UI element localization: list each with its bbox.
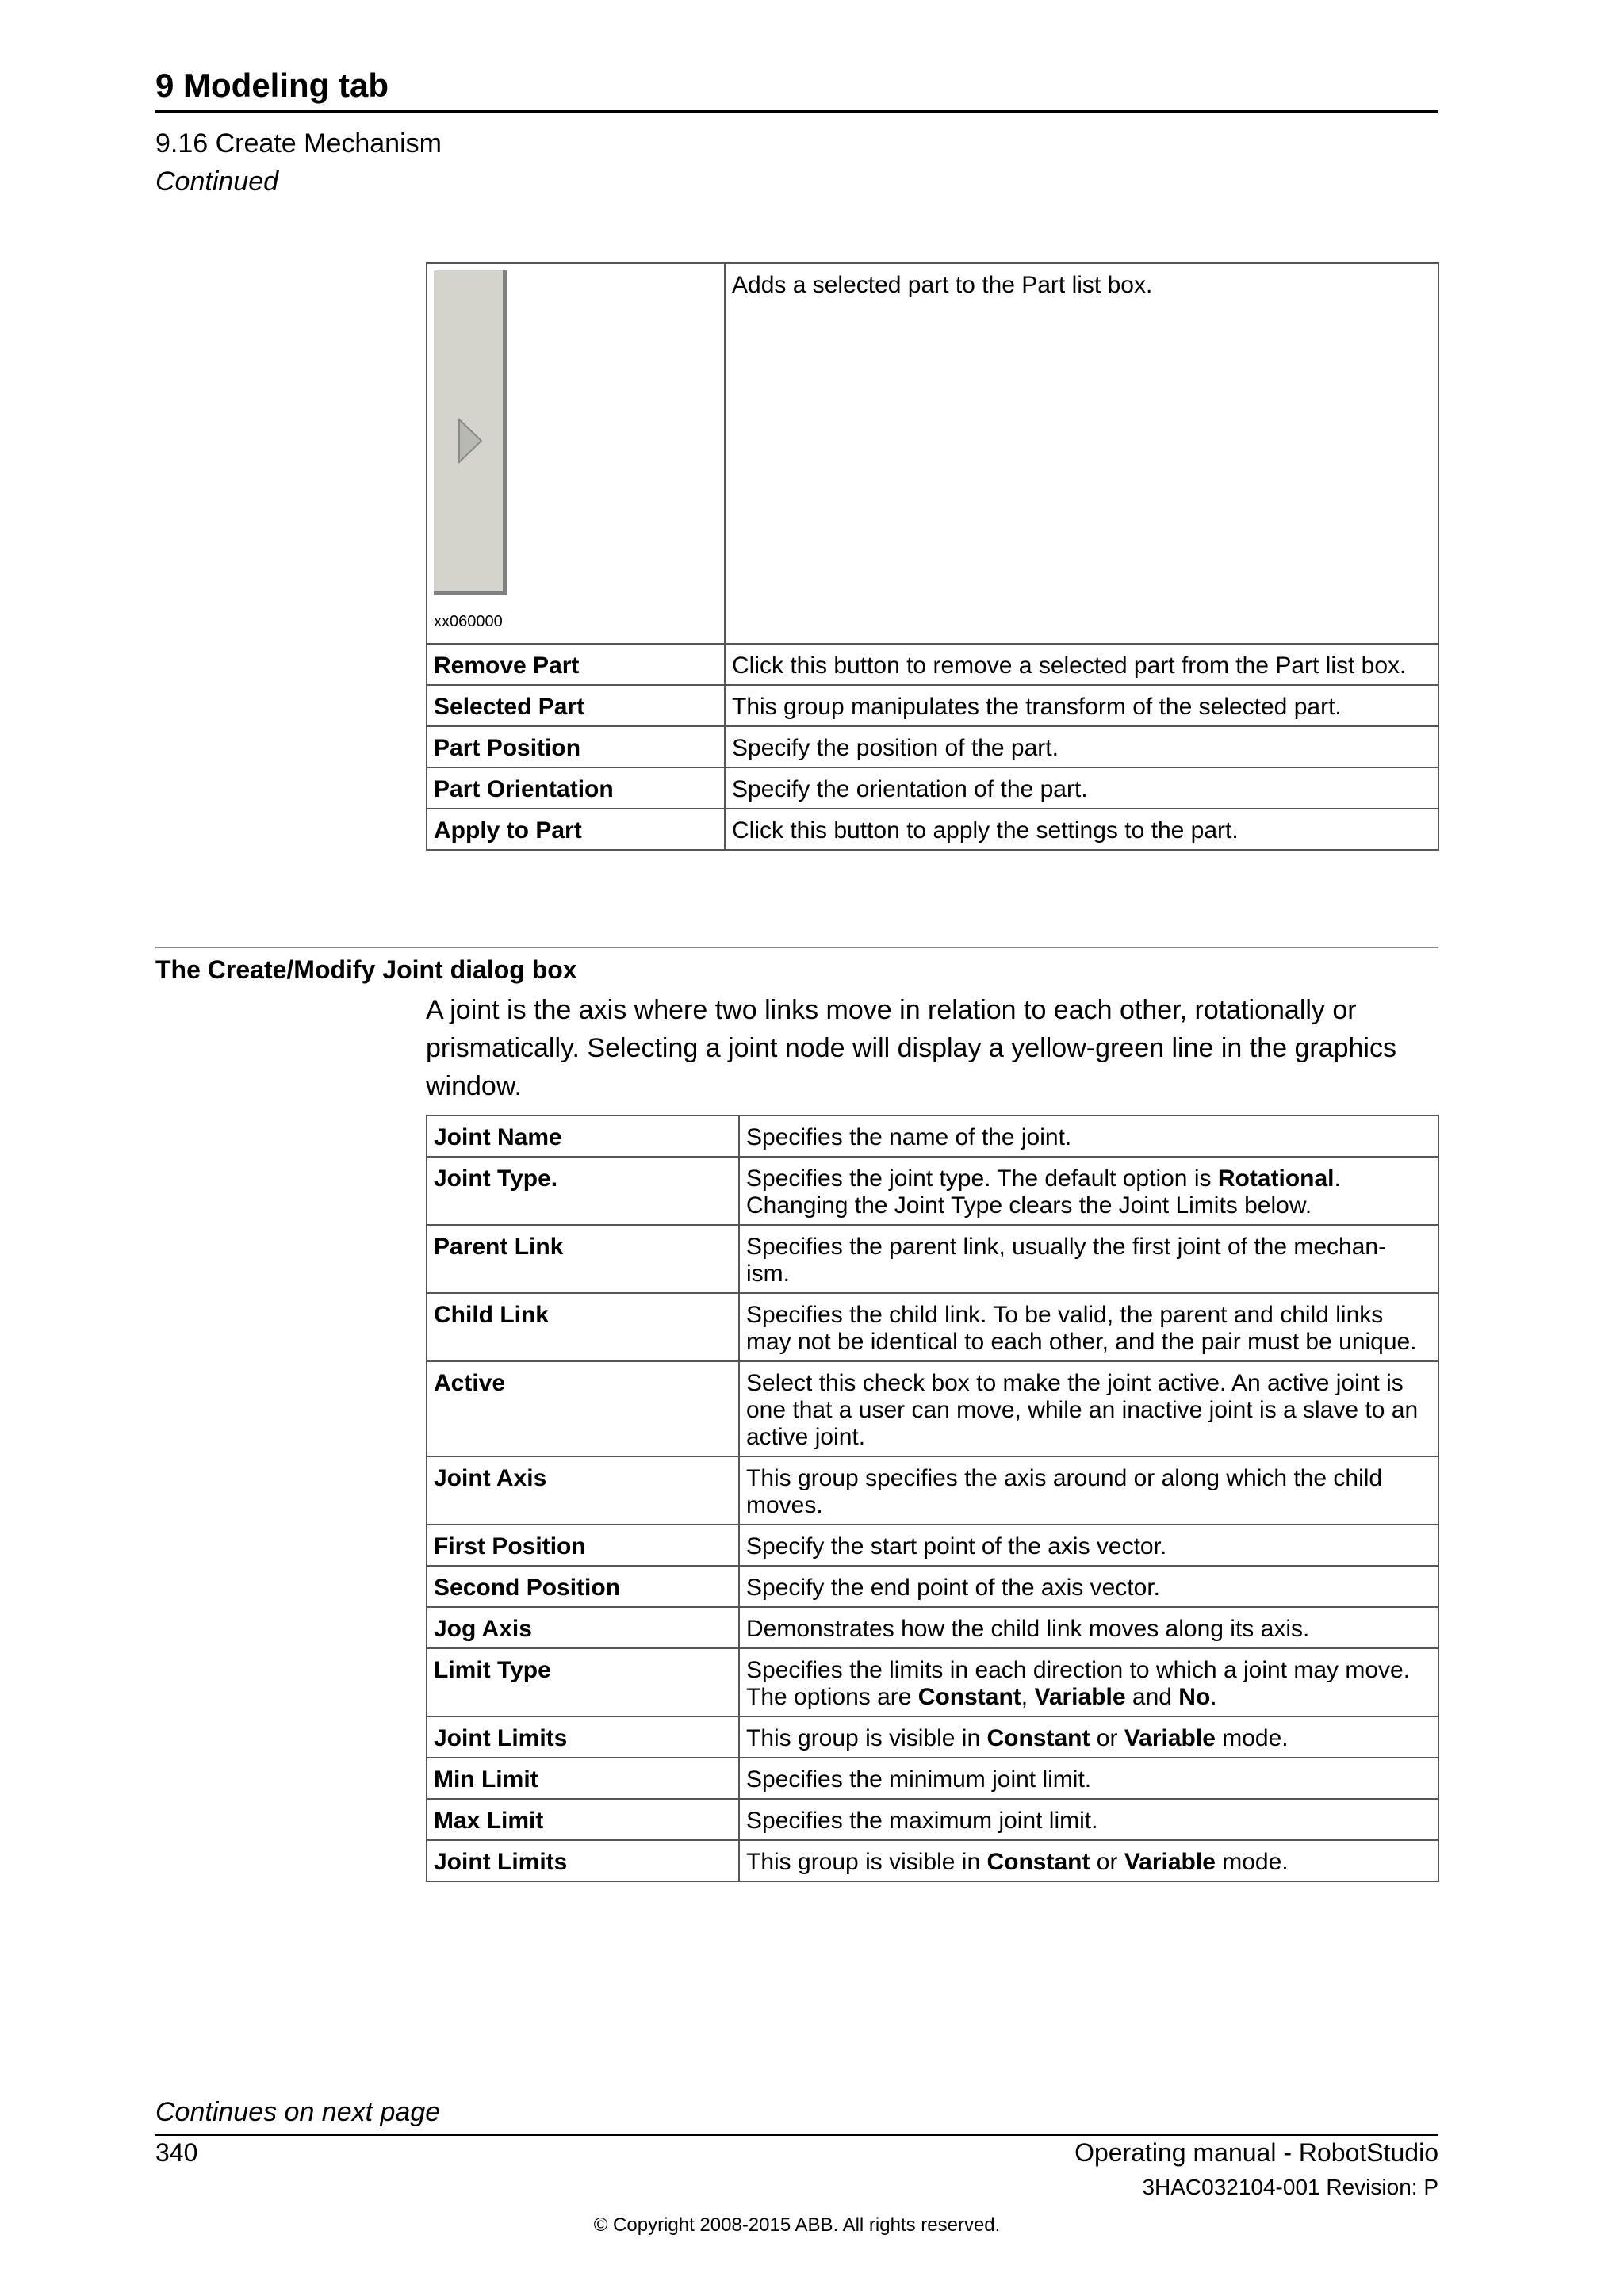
text-run: and [1125, 1684, 1179, 1710]
add-part-button[interactable] [434, 270, 507, 595]
row-description: Specify the start point of the axis vector. [739, 1525, 1438, 1566]
text-run: This group is visible in [746, 1725, 987, 1751]
table-row [427, 1157, 1438, 1225]
row-label: Joint Limits [427, 1716, 739, 1758]
mode-variable: Variable [1124, 1725, 1216, 1751]
table-row [427, 1758, 1438, 1799]
row-description [739, 1840, 1438, 1881]
row-description: This group manipulates the transform of the selected part. [725, 685, 1438, 726]
row-description: Click this button to apply the settings to the part. [725, 809, 1438, 850]
row-description: Specifies the maximum joint limit. [739, 1799, 1438, 1840]
table-row [427, 809, 1438, 850]
row-label: Apply to Part [427, 809, 725, 850]
continued-label: Continued [155, 166, 279, 197]
row-label: Second Position [427, 1566, 739, 1607]
table-row [427, 1566, 1438, 1607]
table-row [427, 1293, 1438, 1361]
option-no: No [1178, 1684, 1211, 1710]
row-description [739, 1648, 1438, 1716]
row-label: Joint Name [427, 1115, 739, 1157]
row-label: Max Limit [427, 1799, 739, 1840]
row-label: First Position [427, 1525, 739, 1566]
mode-constant: Constant [986, 1849, 1090, 1875]
row-description: Specifies the name of the joint. [739, 1115, 1438, 1157]
table-row [427, 685, 1438, 726]
section-rule [155, 947, 1438, 948]
table-row [427, 644, 1438, 685]
table-row [427, 1607, 1438, 1648]
row-description: This group specifies the axis around or along which the child moves. [739, 1456, 1438, 1525]
mode-constant: Constant [986, 1725, 1090, 1751]
right-arrow-icon [458, 418, 485, 464]
section-title: 9.16 Create Mechanism [155, 128, 442, 159]
continues-next-page: Continues on next page [155, 2097, 441, 2127]
table-row [427, 1840, 1438, 1881]
figure-id: xx060000 [434, 613, 503, 630]
table-row [427, 767, 1438, 809]
row-label: Part Position [427, 726, 725, 767]
table-row [427, 1648, 1438, 1716]
text-run: This group is visible in [746, 1849, 987, 1875]
table-row [427, 263, 1438, 644]
text-run: mode. [1215, 1849, 1289, 1875]
manual-title: Operating manual - RobotStudio [1074, 2138, 1438, 2167]
row-label: Active [427, 1361, 739, 1456]
row-label: Joint Limits [427, 1840, 739, 1881]
subsection-title: The Create/Modify Joint dialog box [155, 955, 577, 984]
row-description: Specify the end point of the axis vector. [739, 1566, 1438, 1607]
intro-paragraph: A joint is the axis where two links move in relation to each other, rotationally or prismatically. Selecting a joint node will display a yellow-green line in the graphics window. [426, 995, 1396, 1101]
text-run: or [1090, 1725, 1124, 1751]
row-description: Specifies the minimum joint limit. [739, 1758, 1438, 1799]
row-label: Min Limit [427, 1758, 739, 1799]
add-part-description: Adds a selected part to the Part list box. [725, 263, 1438, 644]
table-row [427, 1799, 1438, 1840]
option-variable: Variable [1034, 1684, 1126, 1710]
mode-variable: Variable [1124, 1849, 1216, 1875]
row-label: Remove Part [427, 644, 725, 685]
row-description: Demonstrates how the child link moves along its axis. [739, 1607, 1438, 1648]
document-id: 3HAC032104-001 Revision: P [1142, 2175, 1438, 2199]
text-run: , [1021, 1684, 1035, 1710]
text-run: or [1090, 1849, 1124, 1875]
text-run: mode. [1215, 1725, 1289, 1751]
option-constant: Constant [917, 1684, 1021, 1710]
row-label: Limit Type [427, 1648, 739, 1716]
text-run: . Changing the Joint Type clears the Joint Limits below. [746, 1165, 1341, 1219]
table-row [427, 726, 1438, 767]
table-row [427, 1361, 1438, 1456]
option-rotational: Rotational [1217, 1165, 1335, 1192]
row-description: Specifies the child link. To be valid, the parent and child links may not be identical to each other, and the pair must be unique. [739, 1293, 1438, 1361]
chapter-title: 9 Modeling tab [155, 67, 389, 104]
text-run: Specifies the limits in each direction to which a joint may move. The options are [746, 1657, 1411, 1710]
header-rule [155, 110, 1438, 113]
text-run: Specifies the joint type. The default option is [746, 1165, 1218, 1192]
copyright: © Copyright 2008-2015 ABB. All rights reserved. [593, 2214, 1001, 2236]
row-label: Joint Axis [427, 1456, 739, 1525]
row-label: Joint Type. [427, 1157, 739, 1225]
row-label: Jog Axis [427, 1607, 739, 1648]
table-row [427, 1456, 1438, 1525]
row-description: Click this button to remove a selected part from the Part list box. [725, 644, 1438, 685]
row-description [739, 1157, 1438, 1225]
row-description: Select this check box to make the joint active. An active joint is one that a user can move, while an inactive joint is a slave to an active joint. [739, 1361, 1438, 1456]
page-number: 340 [155, 2138, 198, 2167]
row-description: Specify the orientation of the part. [725, 767, 1438, 809]
row-label: Parent Link [427, 1225, 739, 1293]
table-row [427, 1716, 1438, 1758]
table-row [427, 1525, 1438, 1566]
row-label: Part Orientation [427, 767, 725, 809]
joint-table [426, 1115, 1439, 1882]
row-label: Selected Part [427, 685, 725, 726]
parts-table [426, 262, 1439, 851]
text-run: . [1210, 1684, 1217, 1710]
footer-rule [155, 2134, 1438, 2136]
table-row [427, 1225, 1438, 1293]
row-description: Specifies the parent link, usually the first joint of the mechan-ism. [739, 1225, 1438, 1293]
table-row [427, 1115, 1438, 1157]
row-description: Specify the position of the part. [725, 726, 1438, 767]
row-description [739, 1716, 1438, 1758]
add-part-button-cell [427, 263, 725, 644]
row-label: Child Link [427, 1293, 739, 1361]
